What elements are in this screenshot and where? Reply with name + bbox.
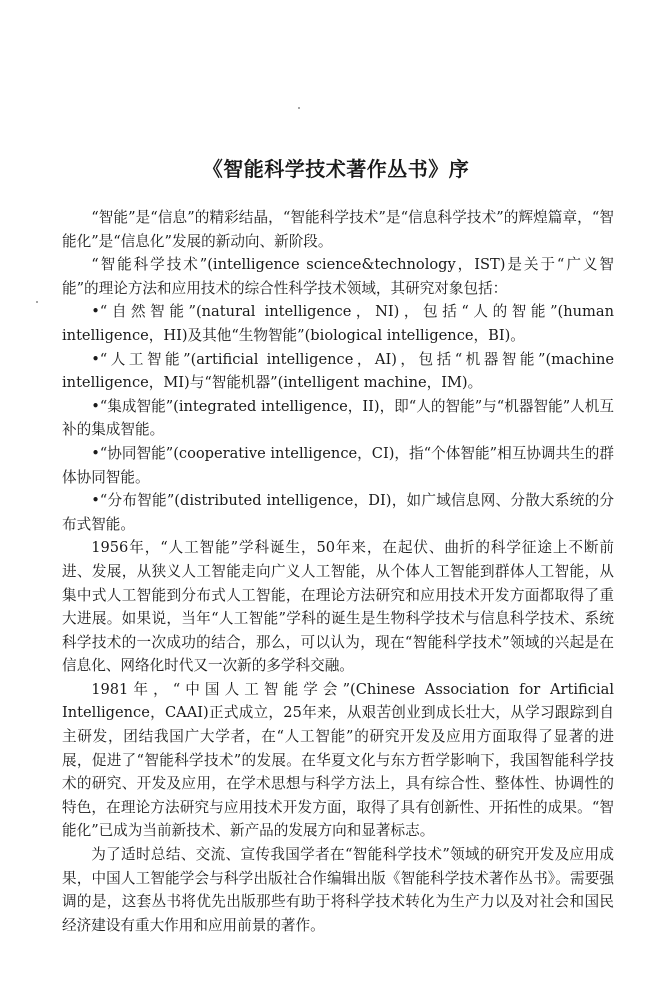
document-title: 《智能科学技术著作丛书》序 xyxy=(202,157,470,181)
document-body xyxy=(62,206,614,937)
paragraph: “智能科学技术”(intelligence science&technology，IST)是关于“广义智能”的理论方法和应用技术的综合性科学技术领域，其研究对象包括： xyxy=(62,256,614,297)
scan-speck xyxy=(298,107,300,109)
bullet-item: •“协同智能”(cooperative intelligence，CI)，指“个体智能”相互协调共生的群体协同智能。 xyxy=(62,444,614,486)
paragraph: “智能”是“信息”的精彩结晶，“智能科学技术”是“信息科学技术”的辉煌篇章，“智能化”是“信息化”发展的新动向、新阶段。 xyxy=(62,209,614,250)
bullet-item: •“自然智能”(natural intelligence，NI)，包括“人的智能”(human intelligence，HI)及其他“生物智能”(biological intelligence，BI)。 xyxy=(62,303,614,344)
bullet-item: •“人工智能”(artificial intelligence，AI)，包括“机器智能”(machine intelligence，MI)与“智能机器”(intelligent machine，IM)。 xyxy=(62,350,614,392)
paragraph: 1981年，“中国人工智能学会”(Chinese Association for Artificial Intelligence，CAAI)正式成立，25年来，从艰苦创业到成长壮大，从学习跟踪到自主研发，团结我国广大学者，在“人工智能”的研究开发及应用方面取得了显著的进展，促进了“智能科学技术”的发展。在华夏文化与东方哲学影响下，我国智能科学技术的研究、开发及应用，在学术思想与科学方法上，具有综合性、整体性、协调性的特色，在理论方法研究与应用技术开发方面，取得了具有创新性、开拓性的成果。“智能化”已成为当前新技术、新产品的发展方向和显著标志。 xyxy=(62,680,614,840)
paragraph: 为了适时总结、交流、宣传我国学者在“智能科学技术”领域的研究开发及应用成果，中国人工智能学会与科学出版社合作编辑出版《智能科学技术著作丛书》。需要强调的是，这套丛书将优先出版那些有助于将科学技术转化为生产力以及对社会和国民经济建设有重大作用和应用前景的著作。 xyxy=(62,846,614,934)
bullet-item: •“分布智能”(distributed intelligence，DI)，如广域信息网、分散大系统的分布式智能。 xyxy=(62,492,614,533)
paragraph: 1956年，“人工智能”学科诞生，50年来，在起伏、曲折的科学征途上不断前进、发展，从狭义人工智能走向广义人工智能，从个体人工智能到群体人工智能，从集中式人工智能到分布式人工智能，在理论方法研究和应用技术开发方面都取得了重大进展。如果说，当年“人工智能”学科的诞生是生物科学技术与信息科学技术、系统科学技术的一次成功的结合，那么，可以认为，现在“智能科学技术”领域的兴起是在信息化、网络化时代又一次新的多学科交融。 xyxy=(62,539,614,675)
scan-speck xyxy=(36,301,38,303)
bullet-item: •“集成智能”(integrated intelligence，II)，即“人的智能”与“机器智能”人机互补的集成智能。 xyxy=(62,397,614,439)
